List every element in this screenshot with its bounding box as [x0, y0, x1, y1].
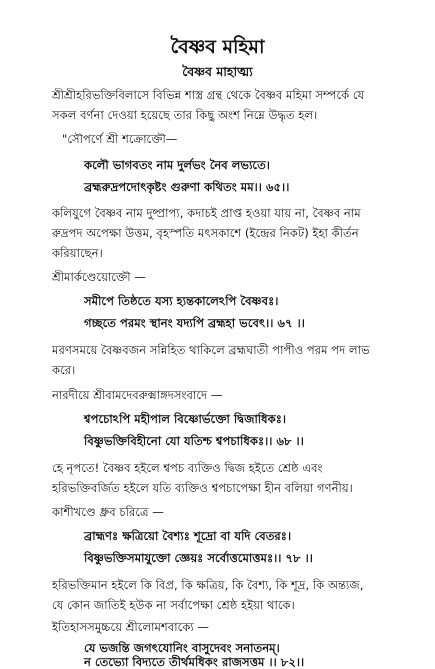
explanation-line: করে। [52, 363, 76, 377]
page-title: বৈষ্ণব মহিমা [170, 36, 265, 58]
verse-source: ইতিহাসসমুচ্চয়ে শ্রীলোমশবাক্যে — [52, 620, 209, 634]
verse-source: শ্রীমার্কণ্ডেয়োক্তৌ — [52, 270, 146, 284]
explanation-line: যে কোন জাতিই হউক না সর্বাপেক্ষা শ্রেষ্ঠ হইয়া থাকে। [52, 598, 295, 612]
verse-line: ব্রাহ্মণঃ ক্ষত্রিয়ো বৈশ্যঃ শূদ্রো বা যদি বেতরঃ। [84, 529, 292, 543]
verse-line: গচ্ছতে পরমং স্থানং যদ্যপি ব্রহ্মহা ভবেৎ।। ৬৭ ।। [84, 316, 305, 330]
section-subtitle: বৈষ্ণব মাহাত্ম্য [182, 64, 253, 79]
intro-line: সকল বর্ণনা দেওয়া হয়েছে তার কিছু অংশ নিম্নে উদ্ধৃত হল। [52, 108, 318, 122]
explanation-line: হরিভক্তিমান হইলে কি বিপ্র, কি ক্ষত্রিয়, কি বৈশ্য, কি শূদ্র, কি অন্ত্যজ, [52, 578, 364, 592]
explanation-line: মরণসময়ে বৈষ্ণবজন সন্নিহিত থাকিলে ব্রহ্মঘাতী পাপীও পরম পদ লাভ [52, 343, 370, 357]
explanation-line: কলিযুগে বৈষ্ণব নাম দুষ্প্রাপ্য, কদাচই প্রাপ্ত হওয়া যায় না, বৈষ্ণব নাম [52, 206, 361, 220]
intro-line: শ্রীশ্রীহরিভক্তিবিলাসে বিভিন্ন শাস্ত্র গ্রন্থ থেকে বৈষ্ণব মহিমা সম্পর্কে যে [52, 88, 365, 102]
verse-source: কাশীখণ্ডে ধ্রুব চরিত্রে — [52, 505, 164, 519]
verse-line: ন তেভ্যো বিদ্যতে তীর্থমধিকং রাজসত্তম ।। ৮২।। [84, 655, 305, 669]
explanation-line: রুদ্রপদ অপেক্ষা উত্তম, বৃহস্পতি মৎসকাশে (ইন্দ্রের নিকট) ইহা কীর্তন [52, 226, 359, 240]
verse-source: নারদীয়ে শ্রীবামদেবরুক্মাঙ্গদসংবাদে — [52, 388, 223, 402]
explanation-line: হে নৃপতে! বৈষ্ণব হইলে শ্বপচ ব্যক্তিও দ্বিজ হইতে শ্রেষ্ঠ এবং [52, 461, 323, 475]
verse-line: ব্রহ্মরুদ্রপদোৎকৃষ্টং গুরুণা কথিতং মম।। ৬৫।। [84, 180, 290, 194]
verse-line: বিষ্ণুভক্তিসমাযুক্তো জ্ঞেয়ঃ সর্বোত্তমোত্তমঃ।। ৭৮ ।। [84, 551, 313, 565]
verse-line: যে ভজন্তি জগৎযোনিং বাসুদেবং সনাতনম্। [84, 641, 280, 655]
verse-line: শ্বপচোঽপি মহীপাল বিষ্ণোর্ভক্তো দ্বিজাধিকঃ। [84, 412, 287, 426]
verse-line: সমীপে তিষ্ঠতে যস্য হ্যন্তকালেঽপি বৈষ্ণবঃ। [84, 294, 279, 308]
explanation-line: হরিভক্তিবর্জিত হইলে যতি ব্যক্তিও শ্বপচাপেক্ষা হীন বলিয়া গণনীয়। [52, 481, 353, 495]
verse-source: "সৌপর্ণে শ্রী শক্রোক্তৌ— [62, 132, 178, 146]
verse-line: কলৌ ভাগবতং নাম দুর্লভং নৈব লভ্যতে। [84, 158, 270, 172]
verse-line: বিষ্ণুভক্তিবিহীনো যো যতিশ্চ শ্বপচাধিকঃ।। ৬৮ ।। [84, 434, 304, 448]
explanation-line: করিয়াছেন। [52, 246, 103, 260]
